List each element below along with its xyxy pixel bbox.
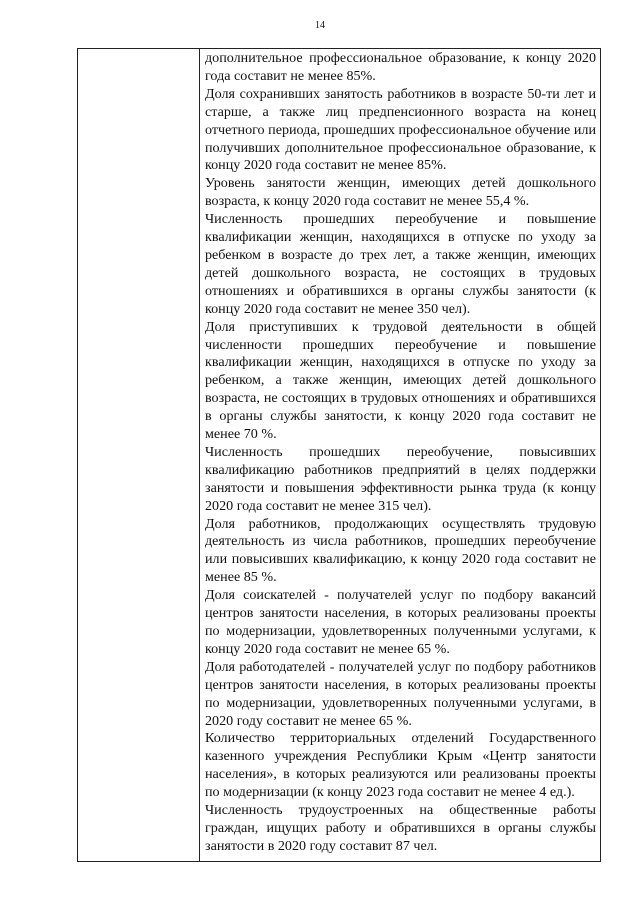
paragraph-employers-satisfied: Доля работодателей - получателей услуг по подбору работников центров занятости населения, в которых реализованы проекты по модернизации, удовлетворенных полученными услугами, в 2020 году составит не менее 65 %.: [205, 658, 596, 729]
paragraph-enterprise-workers-retrained: Численность прошедших переобучение, повысивших квалификацию работников предприятий в целях поддержки занятости и повышения эффективности рынка труда (к концу 2020 года составит не менее 315 чел).: [205, 443, 596, 514]
paragraph-territorial-offices-count: Количество территориальных отделений Государственного казенного учреждения Республики Крым «Центр занятости населения», в которых реализуются или реализованы проекты по модернизации (к концу 2023 года составит не менее 4 ед.).: [205, 730, 596, 801]
paragraph-women-started-work-share: Доля приступивших к трудовой деятельности в общей численности прошедших переобучение и повышение квалификации женщин, находящихся в отпуске по уходу за ребенком, а также женщин, имеющих детей дошкольного возраста, не состоящих в трудовых отношениях и обратившихся в органы службы занятости, к концу 2020 года составит не менее 70 %.: [205, 318, 596, 443]
paragraph-employment-50-plus: Доля сохранивших занятость работников в возрасте 50-ти лет и старше, а также лиц предпенсионного возраста на конец отчетного периода, прошедших профессиональное обучение или получивших дополнительное профессиональное образование, к концу 2020 года составит не менее 85%.: [205, 85, 596, 174]
table-left-cell: [78, 49, 200, 861]
paragraph-women-retraining-count: Численность прошедших переобучение и повышение квалификации женщин, находящихся в отпуске по уходу за ребенком в возрасте до трех лет, а также женщин, имеющих детей дошкольного возраста, не состоящих в трудовых отношениях и обратившихся в органы службы занятости (к концу 2020 года составит не менее 350 чел).: [205, 211, 596, 317]
paragraph-public-works-count: Численность трудоустроенных на общественные работы граждан, ищущих работу и обратившихся в органы службы занятости в 2020 году составит 87 чел.: [205, 802, 596, 854]
paragraph-additional-education: дополнительное профессиональное образование, к концу 2020 года составит не менее 85%.: [205, 50, 596, 84]
table-right-cell: [200, 49, 600, 861]
page-number: 14: [315, 20, 325, 31]
paragraph-workers-continuing-share: Доля работников, продолжающих осуществлять трудовую деятельность из числа работников, прошедших переобучение или повысивших квалификацию, к концу 2020 года составит не менее 85 %.: [205, 515, 596, 586]
paragraph-job-seekers-satisfied: Доля соискателей - получателей услуг по подбору вакансий центров занятости населения, в которых реализованы проекты по модернизации, удовлетворенных полученными услугами, к концу 2020 года составит не менее 65 %.: [205, 587, 596, 657]
paragraph-women-employment-rate: Уровень занятости женщин, имеющих детей дошкольного возраста, к концу 2020 года составит не менее 55,4 %.: [205, 175, 596, 210]
content-table: [77, 48, 601, 862]
